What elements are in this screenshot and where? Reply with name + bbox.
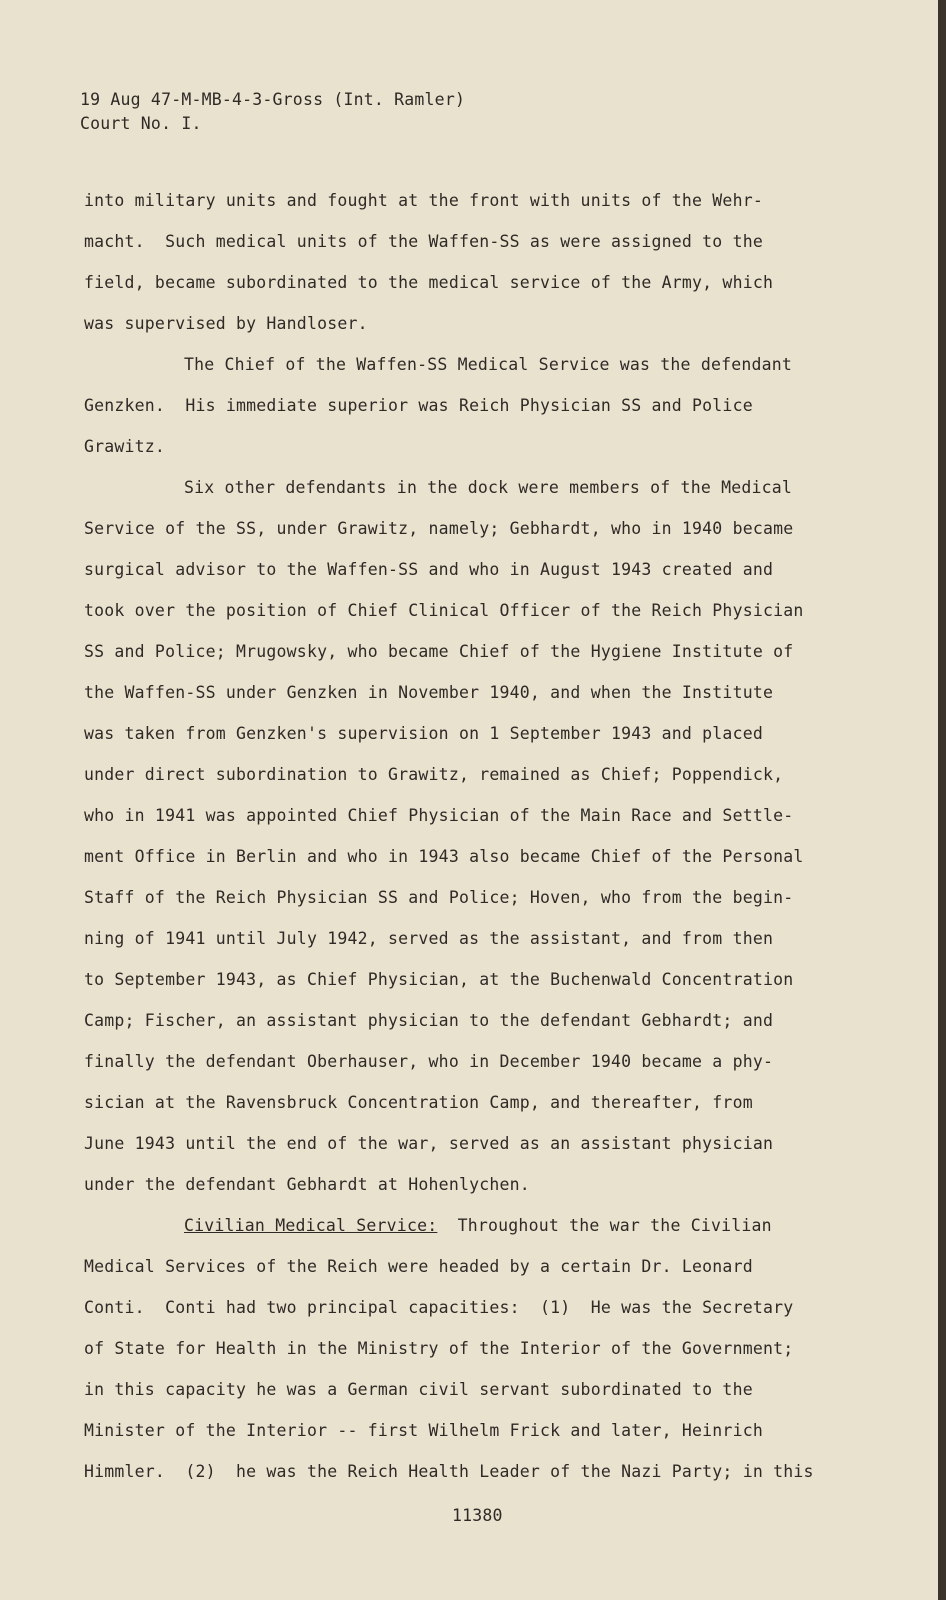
body-line: Himmler. (2) he was the Reich Health Leader of the Nazi Party; in this (84, 1462, 814, 1481)
document-body (84, 180, 844, 1492)
body-line: Minister of the Interior -- first Wilhelm Frick and later, Heinrich (84, 1421, 763, 1440)
body-line: June 1943 until the end of the war, served as an assistant physician (84, 1134, 774, 1153)
body-line: under direct subordination to Grawitz, remained as Chief; Poppendick, (84, 765, 784, 784)
body-line: Six other defendants in the dock were members of the Medical (184, 478, 793, 497)
body-line: Camp; Fischer, an assistant physician to the defendant Gebhardt; and (84, 1011, 774, 1030)
header-court-number: Court No. I. (80, 114, 202, 133)
body-line: SS and Police; Mrugowsky, who became Chief of the Hygiene Institute of (84, 642, 794, 661)
body-line: who in 1941 was appointed Chief Physician of the Main Race and Settle- (84, 806, 794, 825)
body-line: macht. Such medical units of the Waffen-SS as were assigned to the (84, 232, 763, 251)
body-line: was taken from Genzken's supervision on 1 September 1943 and placed (84, 724, 763, 743)
body-line: sician at the Ravensbruck Concentration Camp, and thereafter, from (84, 1093, 753, 1112)
body-line: the Waffen-SS under Genzken in November 1940, and when the Institute (84, 683, 774, 702)
body-line: was supervised by Handloser. (84, 314, 368, 333)
body-line: Conti. Conti had two principal capacities: (1) He was the Secretary (84, 1298, 794, 1317)
civilian-section-first-line (84, 1205, 844, 1246)
body-line-fragment: Throughout the war the Civilian (437, 1216, 772, 1235)
body-line: ning of 1941 until July 1942, served as the assistant, and from then (84, 929, 774, 948)
body-line: Grawitz. (84, 437, 166, 456)
body-line: under the defendant Gebhardt at Hohenlychen. (84, 1175, 530, 1194)
body-line: Service of the SS, under Grawitz, namely; Gebhardt, who in 1940 became (84, 519, 794, 538)
header-case-reference: 19 Aug 47-M-MB-4-3-Gross (Int. Ramler) (80, 90, 466, 109)
section-heading-civilian-medical-service: Civilian Medical Service: (184, 1216, 438, 1235)
page-number: 11380 (452, 1506, 503, 1525)
page-edge-shadow (938, 0, 946, 1600)
body-line: Medical Services of the Reich were headed by a certain Dr. Leonard (84, 1257, 753, 1276)
body-line: of State for Health in the Ministry of the Interior of the Government; (84, 1339, 794, 1358)
document-header (80, 88, 465, 136)
body-line: field, became subordinated to the medical service of the Army, which (84, 273, 774, 292)
body-line: Staff of the Reich Physician SS and Police; Hoven, who from the begin- (84, 888, 794, 907)
body-line: to September 1943, as Chief Physician, at the Buchenwald Concentration (84, 970, 794, 989)
body-line: in this capacity he was a German civil servant subordinated to the (84, 1380, 753, 1399)
body-line: surgical advisor to the Waffen-SS and who in August 1943 created and (84, 560, 774, 579)
body-line: Genzken. His immediate superior was Reich Physician SS and Police (84, 396, 753, 415)
body-line: took over the position of Chief Clinical Officer of the Reich Physician (84, 601, 804, 620)
body-line: into military units and fought at the front with units of the Wehr- (84, 191, 763, 210)
body-line: finally the defendant Oberhauser, who in December 1940 became a phy- (84, 1052, 774, 1071)
body-line: ment Office in Berlin and who in 1943 also became Chief of the Personal (84, 847, 804, 866)
body-line: The Chief of the Waffen-SS Medical Service was the defendant (184, 355, 793, 374)
